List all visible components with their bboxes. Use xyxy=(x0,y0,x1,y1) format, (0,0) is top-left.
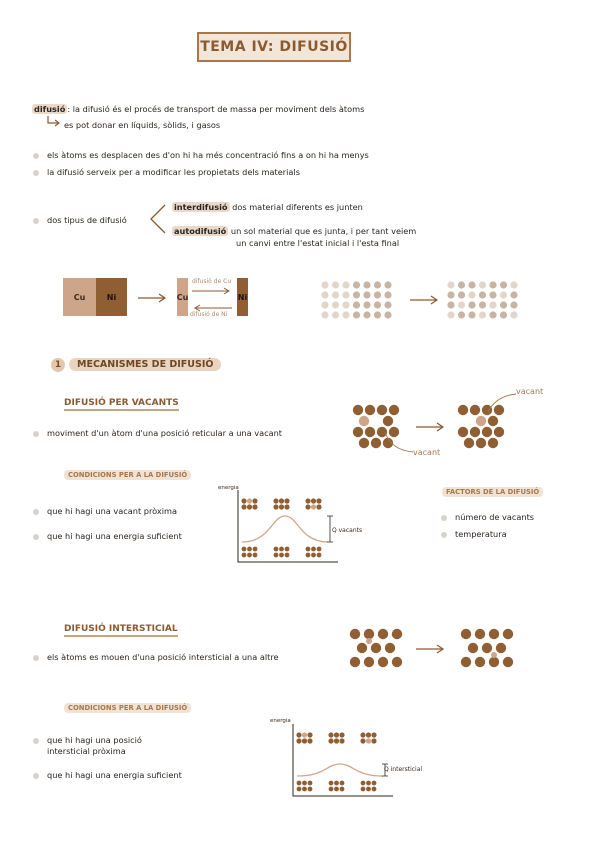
factor-temperature: temperatura xyxy=(455,529,507,539)
bullet-dot xyxy=(441,532,447,538)
definition-line xyxy=(32,104,364,115)
diagram-atom xyxy=(306,553,311,558)
energy-axis-label: energia xyxy=(218,485,239,491)
bullet-concentration: els àtoms es desplacen des d'on hi ha més concentració fins a on hi ha menys xyxy=(47,150,369,160)
grid-dot xyxy=(363,291,370,298)
diagram-atom xyxy=(311,553,316,558)
grid-dot xyxy=(479,281,486,288)
grid-dot xyxy=(342,291,349,298)
diagram-atom xyxy=(252,504,257,509)
grid-dot xyxy=(321,291,328,298)
grid-dot xyxy=(489,291,496,298)
diagram-atom xyxy=(242,547,247,552)
diagram-atom xyxy=(305,498,310,503)
section-number: 1 xyxy=(51,358,65,372)
diagram-atom xyxy=(273,498,278,503)
arrow-icon xyxy=(410,295,440,305)
grid-dot xyxy=(332,301,339,308)
bullet-dot xyxy=(33,153,39,159)
intersticial-lattice-before xyxy=(349,628,404,670)
ni-block: Ni xyxy=(96,278,127,316)
lattice-atom xyxy=(482,427,492,437)
section-title: MECANISMES DE DIFUSIÓ xyxy=(69,358,221,371)
page-title: TEMA IV: DIFUSIÓ xyxy=(197,32,351,62)
interdifusio-line xyxy=(172,202,363,213)
diagram-atom xyxy=(253,547,258,552)
grid-dot xyxy=(468,291,475,298)
autodifusio-text-1: un sol material que es junta, i per tant veiem xyxy=(230,226,417,236)
types-label: dos tipus de difusió xyxy=(47,215,127,225)
diagram-atom xyxy=(308,787,313,792)
grid-dot xyxy=(342,311,349,318)
lattice-atom xyxy=(461,629,471,639)
intersticial-lattice-after xyxy=(460,628,515,670)
energy-diagram-vacants xyxy=(230,490,340,570)
diagram-atom xyxy=(311,547,316,552)
intersticial-heading: DIFUSIÓ INTERSTICIAL xyxy=(64,624,178,637)
definition-text: : la difusió és el procés de transport de massa per moviment dels àtoms xyxy=(67,104,365,114)
grid-dot xyxy=(384,301,391,308)
vacants-condition-2: que hi hagi una energia suficient xyxy=(47,531,182,541)
vacants-conditions-heading: CONDICIONS PER A LA DIFUSIÓ xyxy=(64,470,191,480)
diagram-atom xyxy=(285,553,290,558)
lattice-atom xyxy=(378,629,388,639)
diagram-atom xyxy=(247,553,252,558)
lattice-atom xyxy=(458,427,468,437)
lattice-atom xyxy=(494,427,504,437)
interstitial-atom xyxy=(491,652,497,658)
diagram-atom xyxy=(372,781,377,786)
interdifusio-text: dos material diferents es junten xyxy=(232,202,363,212)
grid-dot xyxy=(384,281,391,288)
grid-dot xyxy=(374,311,381,318)
grid-dot xyxy=(510,301,517,308)
grid-dot xyxy=(479,311,486,318)
diagram-atom xyxy=(247,547,252,552)
grid-dot xyxy=(321,301,328,308)
lattice-atom xyxy=(488,416,498,426)
diagram-atom xyxy=(360,738,365,743)
bullet-dot xyxy=(33,738,39,744)
lattice-atom xyxy=(385,643,395,653)
diagram-atom xyxy=(284,504,289,509)
bullet-dot xyxy=(33,534,39,540)
grid-dot xyxy=(384,291,391,298)
definition-sub: es pot donar en líquids, sòlids, i gasos xyxy=(64,120,221,130)
grid-dot xyxy=(479,301,486,308)
lattice-atom xyxy=(353,427,363,437)
energy-axis-label-2: energia xyxy=(270,718,291,724)
intersticial-conditions-heading: CONDICIONS PER A LA DIFUSIÓ xyxy=(64,703,191,713)
bullet-dot xyxy=(33,170,39,176)
lattice-atom xyxy=(392,657,402,667)
grid-dot xyxy=(363,281,370,288)
lattice-atom xyxy=(371,438,381,448)
term-interdifusio: interdifusió xyxy=(174,202,228,212)
diagram-atom xyxy=(361,781,366,786)
diagram-atom xyxy=(360,732,365,737)
lattice-atom xyxy=(378,657,388,667)
diagram-atom xyxy=(247,498,252,503)
diagram-atom xyxy=(334,781,339,786)
lattice-atom xyxy=(377,405,387,415)
arrow-cu-label: difusió de Cu xyxy=(192,278,232,285)
lattice-atom xyxy=(488,438,498,448)
q-vacants-label: Q vacants xyxy=(332,527,363,534)
lattice-atom xyxy=(364,629,374,639)
diagram-atom xyxy=(279,547,284,552)
diagram-atom xyxy=(339,738,344,743)
diagram-atom xyxy=(296,732,301,737)
lattice-atom xyxy=(461,657,471,667)
grid-dot xyxy=(500,291,507,298)
bullet-dot xyxy=(33,509,39,515)
energy-curve xyxy=(297,764,383,776)
grid-dot xyxy=(384,311,391,318)
grid-dot xyxy=(458,311,465,318)
term-difusio: difusió xyxy=(34,104,66,114)
diagram-atom xyxy=(242,553,247,558)
grid-dot xyxy=(500,311,507,318)
grid-dot xyxy=(447,291,454,298)
lattice-atom xyxy=(389,405,399,415)
autodifusio-line xyxy=(172,226,416,237)
bullet-dot xyxy=(441,515,447,521)
bullet-dot xyxy=(33,773,39,779)
lattice-atom xyxy=(371,643,381,653)
grid-dot xyxy=(458,291,465,298)
grid-dot xyxy=(353,311,360,318)
intersticial-condition-2: que hi hagi una energia suficient xyxy=(47,770,182,780)
diagram-atom xyxy=(302,732,307,737)
sub-arrow-icon xyxy=(47,116,61,128)
grid-dot xyxy=(353,301,360,308)
diagram-atom xyxy=(307,738,312,743)
bullet-properties: la difusió serveix per a modificar les propietats dels materials xyxy=(47,167,300,177)
lattice-atom xyxy=(470,427,480,437)
grid-dot xyxy=(332,281,339,288)
diagram-atom xyxy=(279,504,284,509)
diagram-atom xyxy=(334,738,339,743)
dot-grid-before xyxy=(321,281,396,321)
autodifusio-text-2: un canvi entre l'estat inicial i l'esta final xyxy=(236,238,400,248)
vacant-pointer-top xyxy=(488,392,518,414)
diagram-atom xyxy=(340,787,345,792)
diagram-atom xyxy=(371,738,376,743)
cu-block-after: Cu xyxy=(177,278,188,316)
grid-dot xyxy=(458,301,465,308)
bullet-dot xyxy=(33,431,39,437)
intersticial-bullet: els àtoms es mouen d'una posició intersticial a una altre xyxy=(47,652,279,662)
grid-dot xyxy=(363,311,370,318)
lattice-atom xyxy=(359,438,369,448)
grid-dot xyxy=(342,301,349,308)
grid-dot xyxy=(510,311,517,318)
energy-diagram-intersticial xyxy=(285,724,395,804)
grid-dot xyxy=(479,291,486,298)
diagram-atom xyxy=(316,498,321,503)
diagram-atom xyxy=(274,547,279,552)
grid-dot xyxy=(353,281,360,288)
diagram-atom xyxy=(328,738,333,743)
diagram-atom xyxy=(306,547,311,552)
grid-dot xyxy=(332,311,339,318)
grid-dot xyxy=(510,291,517,298)
grid-dot xyxy=(447,311,454,318)
grid-dot xyxy=(458,281,465,288)
grid-dot xyxy=(468,311,475,318)
diagram-atom xyxy=(334,732,339,737)
diagram-atom xyxy=(308,781,313,786)
grid-dot xyxy=(447,281,454,288)
lattice-atom xyxy=(468,643,478,653)
factors-heading: FACTORS DE LA DIFUSIÓ xyxy=(442,487,543,497)
grid-dot xyxy=(353,291,360,298)
grid-dot xyxy=(321,311,328,318)
diagram-atom xyxy=(305,504,310,509)
grid-dot xyxy=(332,291,339,298)
diagram-atom xyxy=(317,547,322,552)
grid-dot xyxy=(510,281,517,288)
diagram-atom xyxy=(279,498,284,503)
vacants-heading: DIFUSIÓ PER VACANTS xyxy=(64,398,179,411)
interstitial-atom xyxy=(366,638,372,644)
arrow-right-icon xyxy=(192,287,232,295)
lattice-atom xyxy=(476,438,486,448)
grid-dot xyxy=(363,301,370,308)
diagram-atom xyxy=(329,781,334,786)
lattice-atom xyxy=(365,427,375,437)
lattice-atom xyxy=(470,405,480,415)
lattice-atom xyxy=(503,629,513,639)
lattice-atom xyxy=(482,643,492,653)
diagram-atom xyxy=(284,498,289,503)
lattice-atom xyxy=(496,643,506,653)
diagram-atom xyxy=(302,787,307,792)
diagram-atom xyxy=(297,781,302,786)
lattice-atom xyxy=(475,657,485,667)
vacants-bullet: moviment d'un àtom d'una posició reticular a una vacant xyxy=(47,428,283,438)
diagram-atom xyxy=(361,787,366,792)
grid-dot xyxy=(374,301,381,308)
energy-curve xyxy=(242,516,328,542)
grid-dot xyxy=(374,291,381,298)
grid-dot xyxy=(447,301,454,308)
vacants-condition-1: que hi hagi una vacant pròxima xyxy=(47,506,178,516)
grid-dot xyxy=(468,301,475,308)
diagram-atom xyxy=(302,781,307,786)
grid-dot xyxy=(489,281,496,288)
diagram-atom xyxy=(334,787,339,792)
ni-block-after: Ni xyxy=(237,278,248,316)
lattice-atom xyxy=(350,629,360,639)
diagram-atom xyxy=(366,787,371,792)
arrow-icon xyxy=(416,644,446,654)
arrow-icon xyxy=(138,293,168,303)
diagram-atom xyxy=(329,787,334,792)
lattice-atom xyxy=(489,629,499,639)
factor-vacants: número de vacants xyxy=(455,512,535,522)
diagram-atom xyxy=(241,498,246,503)
intersticial-condition-1b: intersticial pròxima xyxy=(47,746,126,756)
diagram-atom xyxy=(316,504,321,509)
bullet-dot xyxy=(33,218,39,224)
lattice-atom xyxy=(383,416,393,426)
diagram-atom xyxy=(307,732,312,737)
q-intersticial-label: Q intersticial xyxy=(384,766,423,773)
brace-icon xyxy=(149,204,167,234)
grid-dot xyxy=(489,311,496,318)
diagram-atom xyxy=(366,738,371,743)
vacant-label-bottom: vacant xyxy=(413,448,441,457)
diagram-atom xyxy=(302,738,307,743)
diagram-atom xyxy=(253,553,258,558)
lattice-atom xyxy=(464,438,474,448)
lattice-atom xyxy=(365,405,375,415)
diagram-atom xyxy=(252,498,257,503)
grid-dot xyxy=(500,281,507,288)
lattice-atom xyxy=(353,405,363,415)
diagram-atom xyxy=(241,504,246,509)
diagram-atom xyxy=(274,553,279,558)
lattice-atom xyxy=(392,629,402,639)
dot-grid-after xyxy=(447,281,522,321)
vacant-label-top: vacant xyxy=(516,387,544,396)
diagram-atom xyxy=(366,732,371,737)
diagram-atom xyxy=(311,498,316,503)
diagram-atom xyxy=(285,547,290,552)
diagram-atom xyxy=(279,553,284,558)
grid-dot xyxy=(500,301,507,308)
grid-dot xyxy=(468,281,475,288)
diagram-atom xyxy=(311,504,316,509)
term-autodifusio: autodifusió xyxy=(174,226,227,236)
lattice-atom xyxy=(476,416,486,426)
diagram-atom xyxy=(371,732,376,737)
lattice-atom xyxy=(357,643,367,653)
diagram-atom xyxy=(339,732,344,737)
cu-block: Cu xyxy=(63,278,96,316)
grid-dot xyxy=(342,281,349,288)
lattice-atom xyxy=(475,629,485,639)
diagram-atom xyxy=(372,787,377,792)
lattice-atom xyxy=(489,657,499,667)
lattice-atom xyxy=(350,657,360,667)
lattice-atom xyxy=(359,416,369,426)
vacant-pointer-bottom xyxy=(385,430,415,456)
grid-dot xyxy=(321,281,328,288)
diagram-atom xyxy=(328,732,333,737)
diagram-atom xyxy=(273,504,278,509)
lattice-atom xyxy=(503,657,513,667)
diagram-atom xyxy=(297,787,302,792)
bullet-dot xyxy=(33,655,39,661)
diagram-atom xyxy=(366,781,371,786)
lattice-atom xyxy=(458,405,468,415)
lattice-atom xyxy=(364,657,374,667)
arrow-icon xyxy=(416,422,446,432)
diagram-atom xyxy=(247,504,252,509)
diagram-atom xyxy=(340,781,345,786)
intersticial-condition-1a: que hi hagi una posició xyxy=(47,735,142,745)
grid-dot xyxy=(489,301,496,308)
diagram-atom xyxy=(296,738,301,743)
grid-dot xyxy=(374,281,381,288)
arrow-ni-label: difusió de Ni xyxy=(190,311,228,318)
diagram-atom xyxy=(317,553,322,558)
